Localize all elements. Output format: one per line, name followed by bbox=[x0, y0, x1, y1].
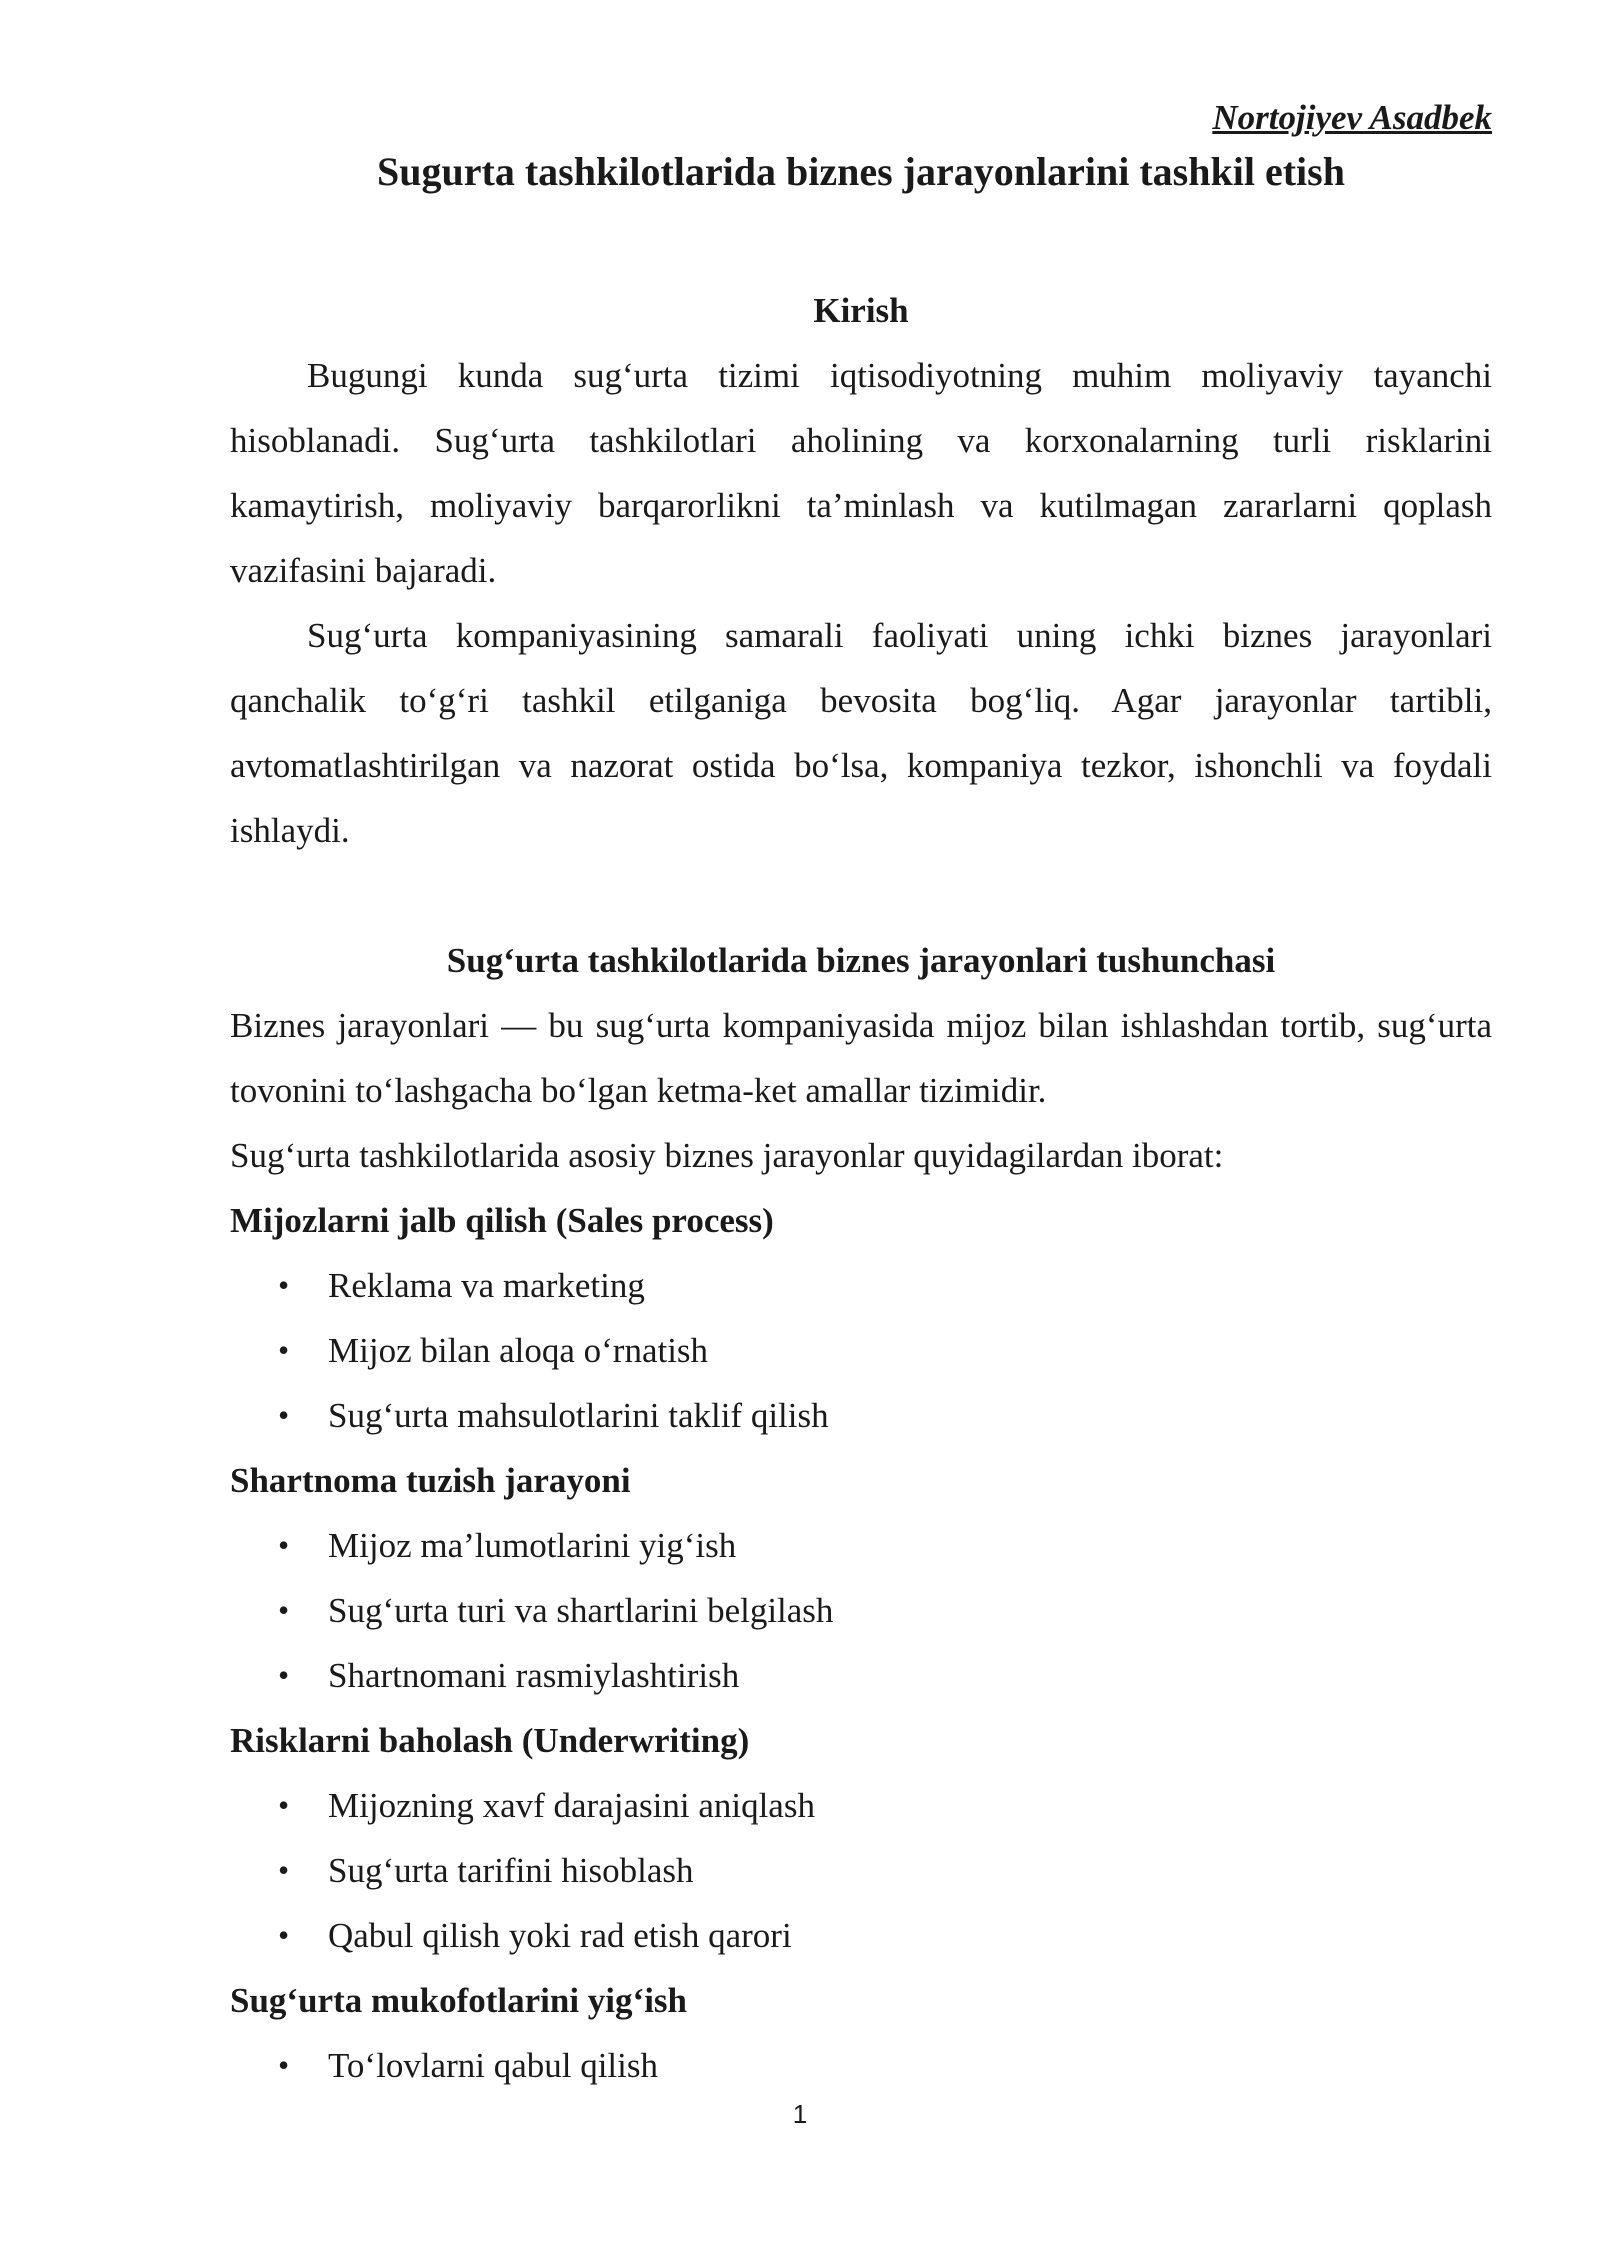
bullet-icon: • bbox=[278, 1787, 290, 1823]
list-item-text: Mijoz ma’lumotlarini yig‘ish bbox=[328, 1526, 737, 1565]
list-item-text: Sug‘urta turi va shartlarini belgilash bbox=[328, 1591, 834, 1630]
bullet-icon: • bbox=[278, 1332, 290, 1368]
list-item-text: Mijoz bilan aloqa o‘rnatish bbox=[328, 1331, 709, 1370]
bullet-icon: • bbox=[278, 2047, 290, 2083]
process-list-contract bbox=[230, 1513, 1492, 1708]
bullet-icon: • bbox=[278, 1527, 290, 1563]
process-heading-contract: Shartnoma tuzish jarayoni bbox=[230, 1461, 631, 1500]
list-item bbox=[230, 2033, 1492, 2098]
list-item bbox=[230, 1318, 1492, 1383]
lead-paragraph: Sug‘urta tashkilotlarida asosiy biznes jarayonlar quyidagilardan iborat: bbox=[230, 1136, 1224, 1175]
intro-heading: Kirish bbox=[813, 291, 909, 330]
bullet-icon: • bbox=[278, 1592, 290, 1628]
list-item bbox=[230, 1838, 1492, 1903]
bullet-icon: • bbox=[278, 1267, 290, 1303]
list-item bbox=[230, 1383, 1492, 1448]
list-item bbox=[230, 1578, 1492, 1643]
list-item-text: Mijozning xavf darajasini aniqlash bbox=[328, 1786, 815, 1825]
process-heading-premiums: Sug‘urta mukofotlarini yig‘ish bbox=[230, 1981, 687, 2020]
list-item-text: To‘lovlarni qabul qilish bbox=[328, 2046, 659, 2085]
process-list-premiums bbox=[230, 2033, 1492, 2098]
process-list-underwriting bbox=[230, 1773, 1492, 1968]
intro-paragraph-1: Bugungi kunda sug‘urta tizimi iqtisodiyotning muhim moliyaviy tayanchi hisoblanadi. Sug‘urta tashkilotlari aholining va korxonalarning turli risklarini kamaytirish, moliyaviy barqarorlikni ta’minlash va kutilmagan zararlarni qoplash vazifasini bajaradi. bbox=[230, 356, 1492, 590]
bullet-icon: • bbox=[278, 1657, 290, 1693]
list-item-text: Reklama va marketing bbox=[328, 1266, 645, 1305]
process-heading-sales: Mijozlarni jalb qilish (Sales process) bbox=[230, 1201, 774, 1240]
definition-paragraph: Biznes jarayonlari — bu sug‘urta kompaniyasida mijoz bilan ishlashdan tortib, sug‘urta tovonini to‘lashgacha bo‘lgan ketma-ket amallar tizimidir. bbox=[230, 1006, 1492, 1110]
list-item-text: Sug‘urta tarifini hisoblash bbox=[328, 1851, 694, 1890]
section-heading: Sug‘urta tashkilotlarida biznes jarayonlari tushunchasi bbox=[446, 941, 1276, 980]
list-item-text: Shartnomani rasmiylashtirish bbox=[328, 1656, 740, 1695]
page-number: 1 bbox=[792, 2099, 808, 2129]
bullet-icon: • bbox=[278, 1397, 290, 1433]
list-item-text: Qabul qilish yoki rad etish qarori bbox=[328, 1916, 792, 1955]
list-item bbox=[230, 1253, 1492, 1318]
document-title: Sugurta tashkilotlarida biznes jarayonlarini tashkil etish bbox=[377, 149, 1345, 194]
bullet-icon: • bbox=[278, 1852, 290, 1888]
author-name: Nortojiyev Asadbek bbox=[1212, 98, 1492, 137]
intro-paragraph-2: Sug‘urta kompaniyasining samarali faoliyati uning ichki biznes jarayonlari qanchalik to‘g‘ri tashkil etilganiga bevosita bog‘liq. Agar jarayonlar tartibli, avtomatlashtirilgan va nazorat ostida bo‘lsa, kompaniya tezkor, ishonchli va foydali ishlaydi. bbox=[230, 616, 1492, 850]
list-item bbox=[230, 1643, 1492, 1708]
list-item bbox=[230, 1903, 1492, 1968]
bullet-icon: • bbox=[278, 1917, 290, 1953]
list-item bbox=[230, 1773, 1492, 1838]
process-list-sales bbox=[230, 1253, 1492, 1448]
process-heading-underwriting: Risklarni baholash (Underwriting) bbox=[230, 1721, 750, 1760]
list-item-text: Sug‘urta mahsulotlarini taklif qilish bbox=[328, 1396, 829, 1435]
list-item bbox=[230, 1513, 1492, 1578]
page-content bbox=[230, 92, 1492, 2098]
